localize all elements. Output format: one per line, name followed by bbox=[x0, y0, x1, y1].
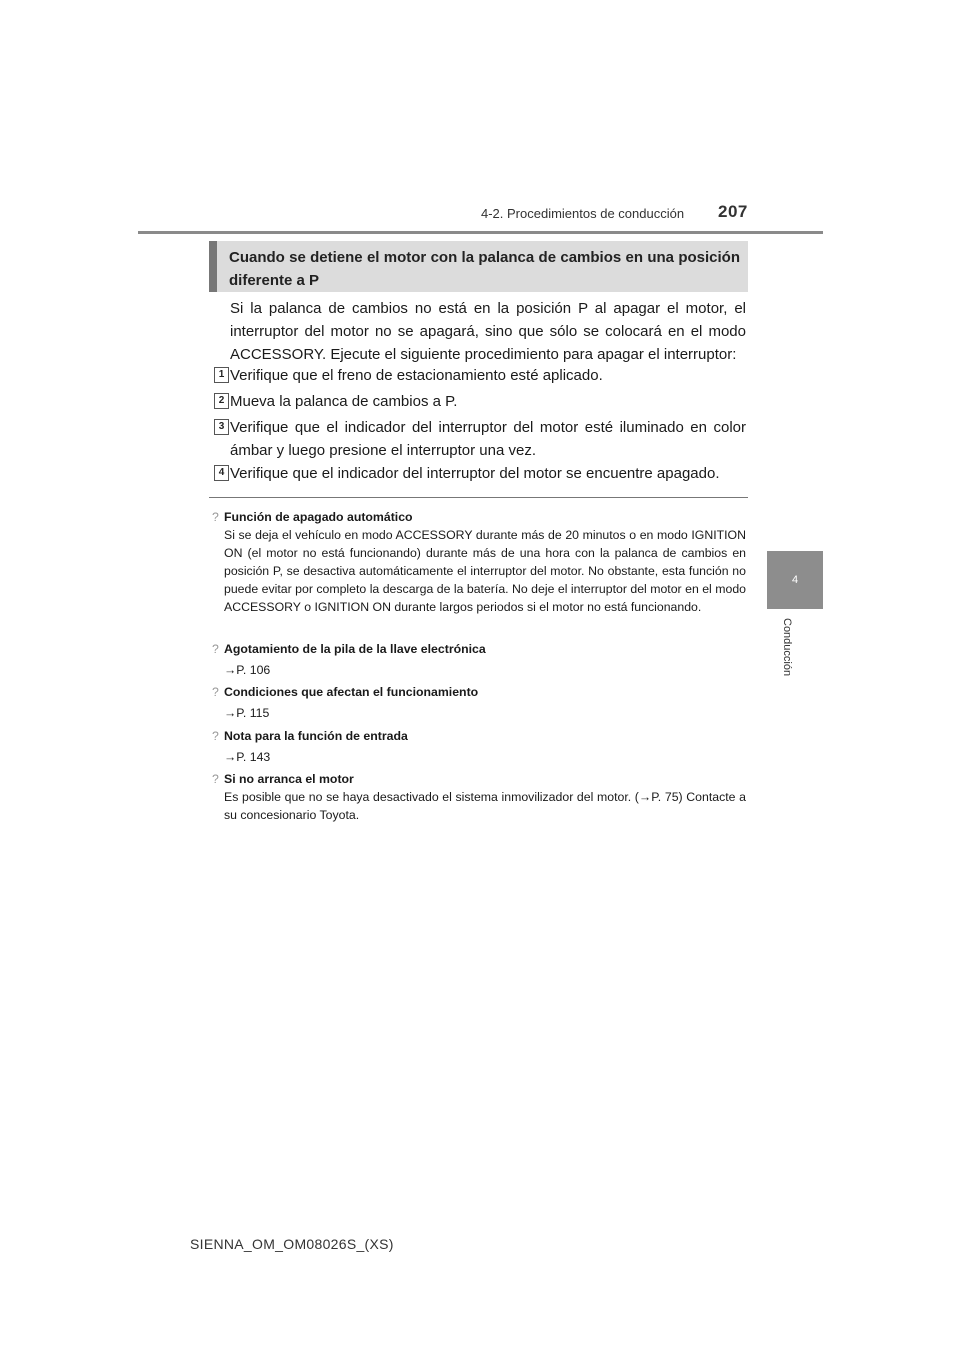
intro-paragraph: Si la palanca de cambios no está en la posición P al apagar el motor, el interruptor del motor no se apagará, sino que sólo se colocará en el modo ACCESSORY. Ejecute el siguiente procedimiento para apagar el interruptor: bbox=[230, 300, 746, 363]
notes-divider bbox=[209, 497, 748, 498]
note-auto-off bbox=[212, 508, 746, 616]
header-section-title: 4-2. Procedimientos de conducción bbox=[481, 206, 685, 221]
step-1 bbox=[214, 364, 746, 387]
step-text: Verifique que el freno de estacionamiento esté aplicado. bbox=[230, 367, 603, 384]
page-reference-link[interactable]: →P. 106 bbox=[224, 663, 271, 677]
step-number-badge: 3 bbox=[214, 419, 229, 435]
note-title: Nota para la función de entrada bbox=[224, 729, 408, 743]
note-bullet: ? bbox=[212, 510, 219, 524]
chapter-label: Conducción bbox=[781, 618, 793, 677]
step-text: Verifique que el indicador del interruptor del motor se encuentre apagado. bbox=[230, 465, 720, 482]
note-bullet: ? bbox=[212, 772, 219, 786]
note-conditions bbox=[212, 683, 746, 722]
step-number-badge: 1 bbox=[214, 367, 229, 383]
note-engine-no-start bbox=[212, 770, 746, 824]
document-code-footer: SIENNA_OM_OM08026S_(XS) bbox=[190, 1236, 394, 1252]
note-title: Función de apagado automático bbox=[224, 510, 413, 524]
header-rule bbox=[138, 231, 823, 234]
page-reference-link[interactable]: →P. 115 bbox=[224, 706, 270, 720]
step-4 bbox=[214, 462, 746, 485]
step-number-badge: 4 bbox=[214, 465, 229, 481]
step-2 bbox=[214, 390, 746, 413]
step-3 bbox=[214, 416, 746, 462]
note-entry-function bbox=[212, 727, 746, 766]
page-reference-link[interactable]: →P. 143 bbox=[224, 750, 271, 764]
page-number: 207 bbox=[718, 202, 748, 221]
note-body: Es posible que no se haya desactivado el sistema inmovilizador del motor. (→P. 75) Contacte a su concesionario Toyota. bbox=[224, 790, 746, 822]
step-text: Mueva la palanca de cambios a P. bbox=[230, 393, 458, 410]
note-title: Si no arranca el motor bbox=[224, 772, 354, 786]
chapter-number: 4 bbox=[791, 574, 799, 586]
note-body: Si se deja el vehículo en modo ACCESSORY durante más de 20 minutos o en modo IGNITION ON (el motor no está funcionando) durante más de una hora con la palanca de cambios en posición P, se desactiva automáticamente el interruptor del motor. No obstante, esta función no puede evitar por completo la descarga de la batería. No deje el interruptor del motor en el modo ACCESSORY o IGNITION ON durante largos periodos si el motor no está funcionando. bbox=[224, 528, 746, 614]
note-bullet: ? bbox=[212, 642, 219, 656]
note-title: Condiciones que afectan el funcionamiento bbox=[224, 685, 479, 699]
step-number-badge: 2 bbox=[214, 393, 229, 409]
section-title-box: Cuando se detiene el motor con la palanca de cambios en una posición diferente a P bbox=[209, 241, 748, 292]
note-title: Agotamiento de la pila de la llave electrónica bbox=[224, 642, 486, 656]
step-text: Verifique que el indicador del interruptor del motor esté iluminado en color ámbar y luego presione el interruptor una vez. bbox=[230, 419, 746, 459]
chapter-tab bbox=[767, 551, 823, 609]
note-bullet: ? bbox=[212, 685, 219, 699]
note-key-battery bbox=[212, 640, 746, 679]
note-bullet: ? bbox=[212, 729, 219, 743]
